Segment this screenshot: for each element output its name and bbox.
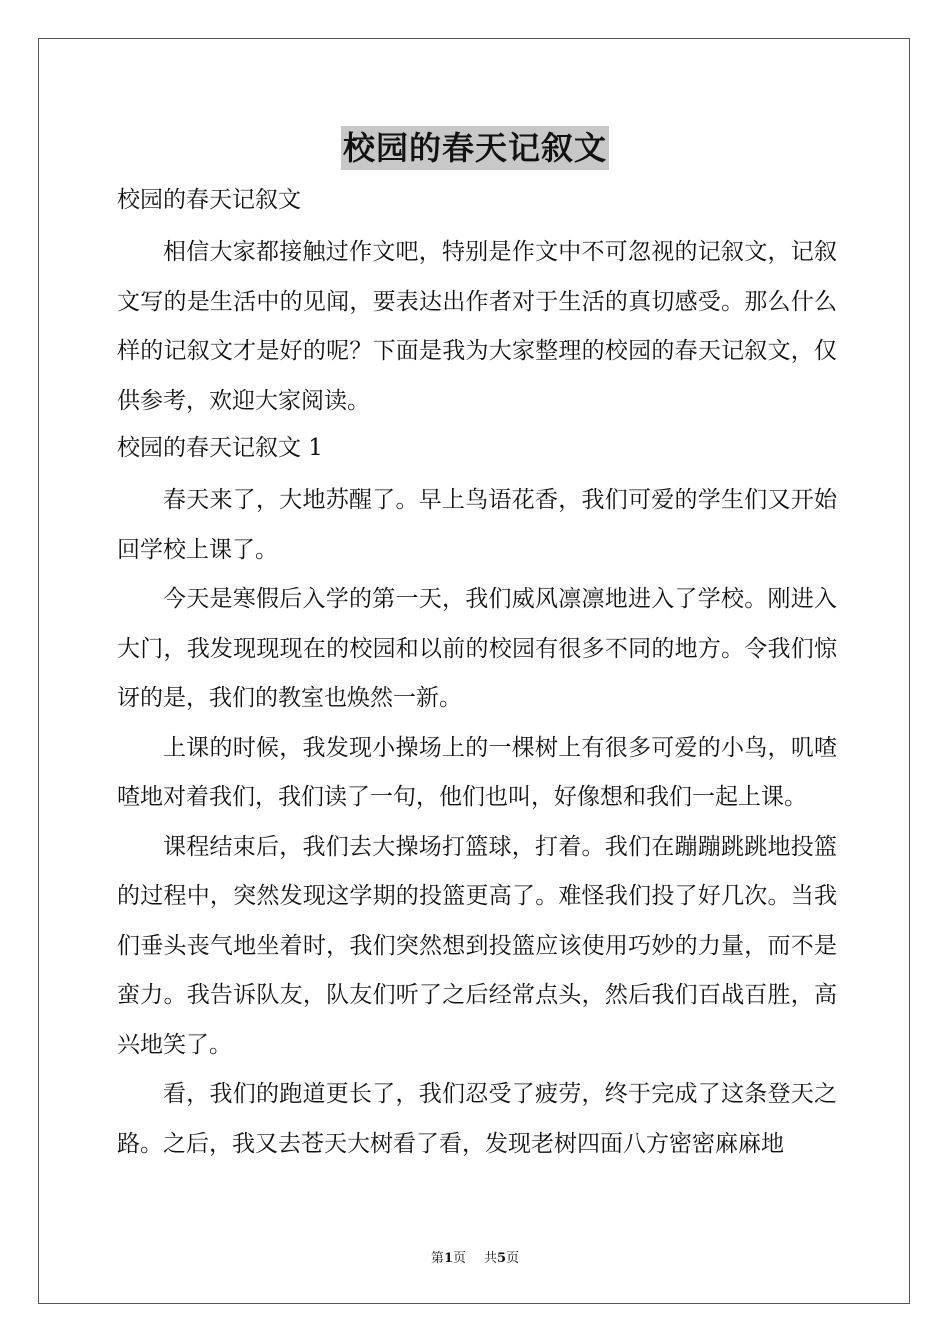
intro-paragraph: 相信大家都接触过作文吧，特别是作文中不可忽视的记叙文，记叙文写的是生活中的见闻，要表达出作者对于生活的真切感受。那么什么样的记叙文才是好的呢？下面是我为大家整理的校园的春天记叙文，仅供参考，欢迎大家阅读。 bbox=[117, 239, 837, 414]
page-number-prefix: 第 bbox=[430, 1251, 444, 1266]
current-page-number: 1 bbox=[443, 1251, 453, 1266]
page-number-unit: 页 bbox=[452, 1251, 466, 1266]
document-subtitle: 校园的春天记叙文 bbox=[117, 187, 301, 213]
document-body bbox=[117, 178, 837, 1169]
body-paragraph-3: 上课的时候，我发现小操场上的一棵树上有很多可爱的小鸟，叽喳喳地对着我们，我们读了一句，他们也叫，好像想和我们一起上课。 bbox=[117, 734, 837, 810]
body-paragraph-1: 春天来了，大地苏醒了。早上鸟语花香，我们可爱的学生们又开始回学校上课了。 bbox=[117, 487, 837, 563]
body-paragraph-5: 看，我们的跑道更长了，我们忍受了疲劳，终于完成了这条登天之路。之后，我又去苍天大树看了看，发现老树四面八方密密麻麻地 bbox=[117, 1081, 837, 1157]
total-pages-prefix: 共 bbox=[484, 1251, 498, 1266]
total-page-count: 5 bbox=[497, 1251, 507, 1266]
document-title: 校园的春天记叙文 bbox=[341, 126, 609, 170]
body-paragraph-2: 今天是寒假后入学的第一天，我们威风凛凛地进入了学校。刚进入大门，我发现现现在的校园和以前的校园有很多不同的地方。令我们惊讶的是，我们的教室也焕然一新。 bbox=[117, 586, 837, 711]
page-footer bbox=[0, 1247, 950, 1266]
section-heading: 校园的春天记叙文 1 bbox=[117, 435, 323, 461]
body-paragraph-4: 课程结束后，我们去大操场打篮球，打着。我们在蹦蹦跳跳地投篮的过程中，突然发现这学期的投篮更高了。难怪我们投了好几次。当我们垂头丧气地坐着时，我们突然想到投篮应该使用巧妙的力量，而不是蛮力。我告诉队友，队友们听了之后经常点头，然后我们百战百胜，高兴地笑了。 bbox=[117, 833, 837, 1058]
title-container bbox=[0, 126, 950, 170]
total-pages-unit: 页 bbox=[506, 1251, 520, 1266]
